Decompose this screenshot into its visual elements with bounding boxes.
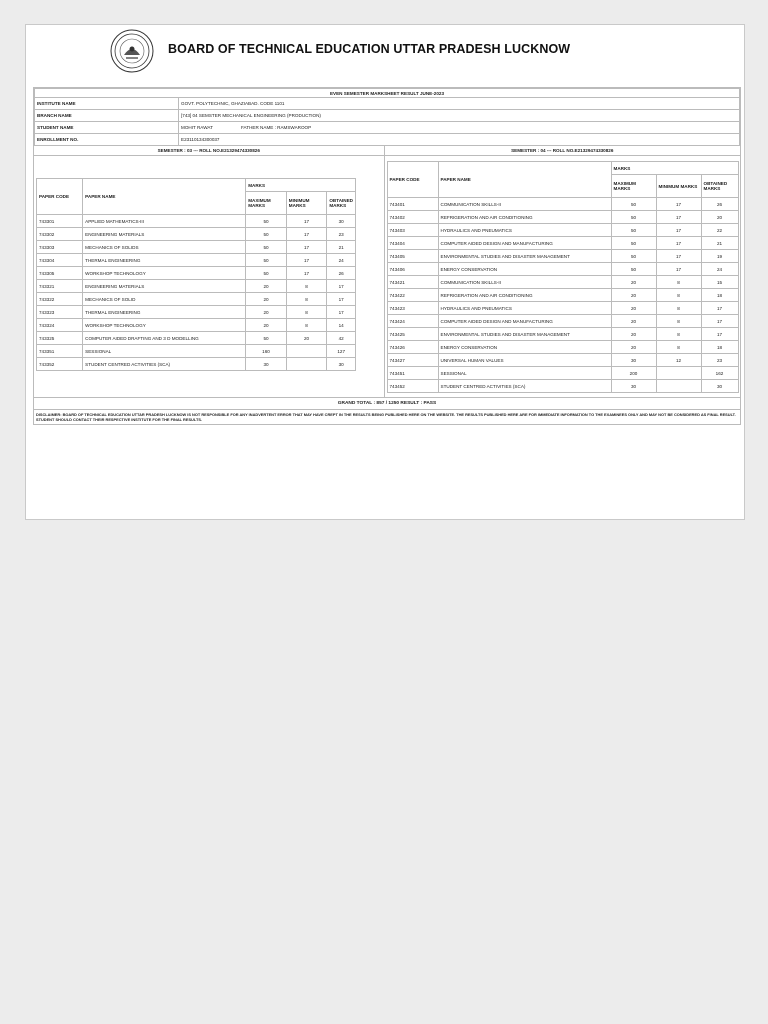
obtained-marks: 15 (701, 276, 738, 289)
min-marks: 20 (286, 332, 327, 345)
table-row (387, 367, 738, 380)
min-marks: 17 (656, 250, 701, 263)
paper-name: ENVIRONMENTAL STUDIES AND DISASTER MANAGEMENT (438, 250, 611, 263)
paper-name: ENERGY CONSERVATION (438, 263, 611, 276)
max-marks: 50 (246, 241, 287, 254)
obtained-marks: 24 (327, 254, 356, 267)
paper-code: 743402 (387, 211, 438, 224)
table-row (387, 289, 738, 302)
min-marks: 12 (656, 354, 701, 367)
paper-code: 743303 (37, 241, 83, 254)
table-row (37, 241, 356, 254)
paper-code: 743351 (37, 345, 83, 358)
min-marks (286, 358, 327, 371)
obtained-marks: 17 (701, 302, 738, 315)
paper-code: 743325 (37, 332, 83, 345)
col-paper-code: PAPER CODE (37, 179, 83, 215)
col-marks: MARKS (611, 162, 738, 175)
paper-name: WORKSHOP TECHNOLOGY (83, 267, 246, 280)
obtained-marks: 17 (327, 306, 356, 319)
paper-name: ENGINEERING MATERIALS (83, 280, 246, 293)
obtained-marks: 14 (327, 319, 356, 332)
paper-code: 743406 (387, 263, 438, 276)
paper-name: THERMAL ENGINEERING (83, 254, 246, 267)
paper-code: 743324 (37, 319, 83, 332)
min-marks: 8 (286, 319, 327, 332)
col-maximum: MAXIMUM MARKS (246, 192, 287, 215)
paper-code: 743425 (387, 328, 438, 341)
semester-3-heading: SEMESTER : 03 --- ROLL NO.E21329474330826 (34, 146, 384, 156)
paper-code: 743422 (387, 289, 438, 302)
max-marks: 50 (611, 237, 656, 250)
max-marks: 20 (611, 341, 656, 354)
paper-code: 743404 (387, 237, 438, 250)
col-marks: MARKS (246, 179, 356, 192)
paper-code: 743304 (37, 254, 83, 267)
max-marks: 30 (611, 354, 656, 367)
table-row (37, 358, 356, 371)
obtained-marks: 21 (327, 241, 356, 254)
obtained-marks: 26 (701, 198, 738, 211)
obtained-marks: 18 (701, 341, 738, 354)
max-marks: 50 (246, 267, 287, 280)
max-marks: 50 (246, 228, 287, 241)
paper-code: 743423 (387, 302, 438, 315)
paper-code: 743451 (387, 367, 438, 380)
paper-name: COMMUNICATION SKILLS-II (438, 276, 611, 289)
paper-name: REFRIGERATION AND AIR CONDITIONING (438, 289, 611, 302)
col-obtained: OBTAINED MARKS (701, 175, 738, 198)
paper-code: 743401 (387, 198, 438, 211)
paper-code: 743405 (387, 250, 438, 263)
obtained-marks: 42 (327, 332, 356, 345)
max-marks: 20 (611, 328, 656, 341)
paper-name: WORKSHOP TECHNOLOGY (83, 319, 246, 332)
paper-code: 743323 (37, 306, 83, 319)
max-marks: 20 (246, 306, 287, 319)
min-marks: 8 (656, 289, 701, 302)
paper-name: ENVIRONMENTAL STUDIES AND DISASTER MANAGEMENT (438, 328, 611, 341)
table-row (37, 254, 356, 267)
marksheet-page (25, 24, 745, 520)
min-marks: 8 (656, 341, 701, 354)
table-row (387, 224, 738, 237)
page-header (26, 25, 744, 75)
max-marks: 160 (246, 345, 287, 358)
paper-code: 743301 (37, 215, 83, 228)
paper-name: STUDENT CENTRED ACTIVITIES (SCA) (83, 358, 246, 371)
min-marks (286, 345, 327, 358)
student-name: MOHIT RAWAT (181, 125, 213, 130)
col-minimum: MINIMUM MARKS (286, 192, 327, 215)
info-value: E23110134300037 (179, 134, 740, 146)
obtained-marks: 17 (701, 315, 738, 328)
table-row (387, 198, 738, 211)
max-marks: 20 (246, 319, 287, 332)
table-row (37, 228, 356, 241)
table-row (37, 306, 356, 319)
max-marks: 30 (611, 380, 656, 393)
table-row (37, 215, 356, 228)
student-info-table (34, 88, 740, 146)
semester-4-column (385, 146, 741, 397)
obtained-marks: 17 (327, 293, 356, 306)
min-marks: 17 (286, 228, 327, 241)
min-marks: 8 (286, 280, 327, 293)
max-marks: 50 (246, 332, 287, 345)
max-marks: 20 (611, 302, 656, 315)
semester-results (34, 146, 740, 397)
obtained-marks: 22 (701, 224, 738, 237)
max-marks: 50 (246, 254, 287, 267)
max-marks: 50 (611, 224, 656, 237)
max-marks: 50 (611, 263, 656, 276)
semester-3-rows (37, 215, 356, 371)
table-row (387, 341, 738, 354)
obtained-marks: 23 (327, 228, 356, 241)
paper-name: COMPUTER AIDED DESIGN AND MANUFACTURING (438, 237, 611, 250)
paper-name: COMPUTER AIDED DESIGN AND MANUFACTURING (438, 315, 611, 328)
table-row (387, 211, 738, 224)
table-row (387, 380, 738, 393)
table-row (387, 263, 738, 276)
semester-3-table (36, 178, 356, 371)
min-marks (656, 380, 701, 393)
min-marks: 17 (286, 241, 327, 254)
table-row (387, 237, 738, 250)
max-marks: 20 (611, 276, 656, 289)
paper-code: 743421 (387, 276, 438, 289)
paper-name: ENGINEERING MATERIALS (83, 228, 246, 241)
col-paper-code: PAPER CODE (387, 162, 438, 198)
min-marks: 17 (656, 237, 701, 250)
max-marks: 20 (246, 293, 287, 306)
max-marks: 50 (611, 198, 656, 211)
obtained-marks: 21 (701, 237, 738, 250)
obtained-marks: 17 (701, 328, 738, 341)
table-row (387, 354, 738, 367)
paper-code: 743305 (37, 267, 83, 280)
obtained-marks: 127 (327, 345, 356, 358)
obtained-marks: 17 (327, 280, 356, 293)
max-marks: 50 (246, 215, 287, 228)
table-row (37, 293, 356, 306)
semester-3-column (34, 146, 385, 397)
info-label: INSTITUTE NAME (35, 98, 179, 110)
min-marks: 17 (656, 211, 701, 224)
min-marks: 8 (656, 315, 701, 328)
paper-code: 743302 (37, 228, 83, 241)
paper-code: 743403 (387, 224, 438, 237)
min-marks: 17 (656, 224, 701, 237)
obtained-marks: 30 (327, 358, 356, 371)
obtained-marks: 30 (327, 215, 356, 228)
table-row (387, 315, 738, 328)
paper-name: COMMUNICATION SKILLS-II (438, 198, 611, 211)
table-row (387, 302, 738, 315)
info-label: ENROLLMENT NO. (35, 134, 179, 146)
paper-code: 743427 (387, 354, 438, 367)
max-marks: 20 (246, 280, 287, 293)
table-row (387, 250, 738, 263)
table-row (37, 319, 356, 332)
paper-name: THERMAL ENGINEERING (83, 306, 246, 319)
grand-total: GRAND TOTAL : 857 / 1250 RESULT : PASS (34, 397, 740, 409)
table-row (37, 280, 356, 293)
min-marks: 8 (286, 293, 327, 306)
paper-name: STUDENT CENTRED ACTIVITIES (SCA) (438, 380, 611, 393)
paper-name: HYDRAULICS AND PNEUMATICS (438, 302, 611, 315)
obtained-marks: 20 (701, 211, 738, 224)
obtained-marks: 18 (701, 289, 738, 302)
obtained-marks: 162 (701, 367, 738, 380)
paper-code: 743321 (37, 280, 83, 293)
paper-name: SESSIONAL (83, 345, 246, 358)
paper-name: SESSIONAL (438, 367, 611, 380)
max-marks: 20 (611, 289, 656, 302)
paper-code: 743452 (387, 380, 438, 393)
paper-name: MECHANICS OF SOLID (83, 293, 246, 306)
paper-name: APPLIED MATHEMATICS-III (83, 215, 246, 228)
paper-name: COMPUTER AIDED DRAFTING AND 3 D MODELLING (83, 332, 246, 345)
max-marks: 200 (611, 367, 656, 380)
min-marks: 17 (286, 267, 327, 280)
max-marks: 50 (611, 211, 656, 224)
marksheet-box (33, 87, 741, 425)
min-marks: 8 (656, 328, 701, 341)
max-marks: 30 (246, 358, 287, 371)
info-label: STUDENT NAME (35, 122, 179, 134)
paper-code: 743424 (387, 315, 438, 328)
min-marks: 17 (286, 215, 327, 228)
paper-name: HYDRAULICS AND PNEUMATICS (438, 224, 611, 237)
paper-name: MECHANICS OF SOLIDS (83, 241, 246, 254)
col-maximum: MAXIMUM MARKS (611, 175, 656, 198)
max-marks: 50 (611, 250, 656, 263)
obtained-marks: 23 (701, 354, 738, 367)
min-marks (656, 367, 701, 380)
min-marks: 8 (656, 302, 701, 315)
obtained-marks: 26 (327, 267, 356, 280)
min-marks: 17 (656, 263, 701, 276)
info-value-student (179, 122, 740, 134)
col-paper-name: PAPER NAME (83, 179, 246, 215)
table-row (37, 332, 356, 345)
min-marks: 8 (286, 306, 327, 319)
min-marks: 8 (656, 276, 701, 289)
min-marks: 17 (286, 254, 327, 267)
obtained-marks: 19 (701, 250, 738, 263)
col-obtained: OBTAINED MARKS (327, 192, 356, 215)
obtained-marks: 24 (701, 263, 738, 276)
info-value: [743] 04 SEMSTER MECHANICAL ENGINEERING (PRODUCTION) (179, 110, 740, 122)
paper-code: 743426 (387, 341, 438, 354)
paper-name: REFRIGERATION AND AIR CONDITIONING (438, 211, 611, 224)
col-minimum: MINIMUM MARKS (656, 175, 701, 198)
paper-name: ENERGY CONSERVATION (438, 341, 611, 354)
max-marks: 20 (611, 315, 656, 328)
disclaimer: DISCLAIMER: BOARD OF TECHNICAL EDUCATION UTTAR PRADESH LUCKNOW IS NOT RESPONSIBLE FOR ANY INADVERTENT ERROR THAT MAY HAVE CREPT IN THE RESULTS BEING PUBLISHED HERE ON THE WEBSITE. THE RESULTS PUBLISHED HERE ARE FOR IMMEDIATE INFORMATION TO THE EXAMINEES ONLY AND MAY NOT BE CONSIDERED AS FINAL RESULT. STUDENT SHOULD CONTACT THEIR RESPECTIVE INSTITUTE FOR THE FINAL RESULTS. (34, 409, 740, 424)
semester-4-table (387, 161, 739, 393)
semester-4-rows (387, 198, 738, 393)
info-value: GOVT. POLYTECHNIC, GHAZIABAD. CODE 1101 (179, 98, 740, 110)
info-label: BRANCH NAME (35, 110, 179, 122)
obtained-marks: 30 (701, 380, 738, 393)
marksheet-title: EVEN SEMESTER MARKSHEET RESULT JUNE-2023 (35, 89, 740, 98)
paper-code: 743322 (37, 293, 83, 306)
table-row (37, 345, 356, 358)
col-paper-name: PAPER NAME (438, 162, 611, 198)
paper-name: UNIVERSAL HUMAN VALUES (438, 354, 611, 367)
father-name: FATHER NAME : RAMSWAROOP (241, 125, 312, 130)
table-row (37, 267, 356, 280)
table-row (387, 328, 738, 341)
table-row (387, 276, 738, 289)
semester-4-heading: SEMESTER : 04 --- ROLL NO.E21329474330826 (385, 146, 741, 156)
min-marks: 17 (656, 198, 701, 211)
paper-code: 743352 (37, 358, 83, 371)
state-emblem-icon (110, 29, 154, 73)
page-title: BOARD OF TECHNICAL EDUCATION UTTAR PRADESH LUCKNOW (168, 42, 571, 56)
